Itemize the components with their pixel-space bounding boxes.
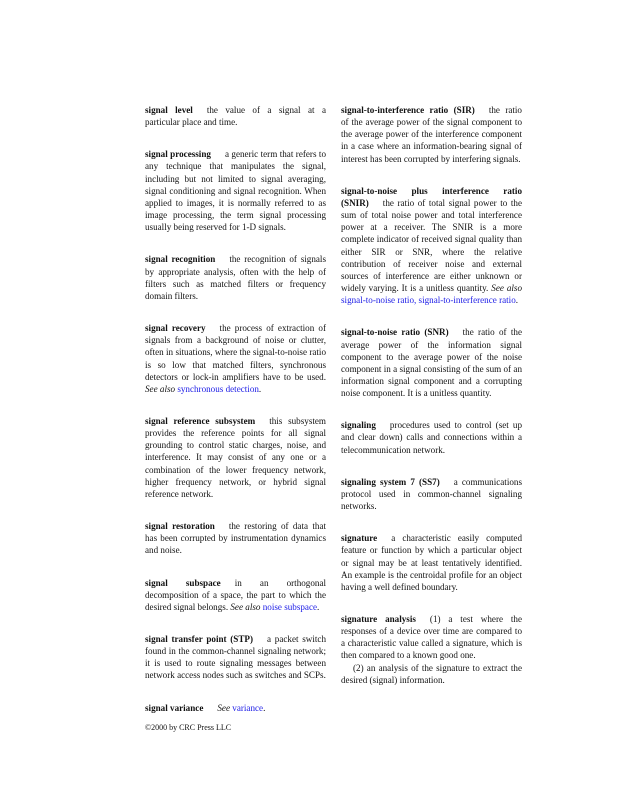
right-column bbox=[341, 104, 522, 706]
term: signal level bbox=[145, 105, 193, 115]
term: signaling system 7 (SS7) bbox=[341, 476, 440, 487]
definition: (1) a test where the responses of a device over time are compared to a characteristic value called a signature, which is then compared to a known good one. bbox=[341, 614, 522, 661]
definition: a communications protocol used in common-channel signaling networks. bbox=[341, 476, 522, 512]
punctuation: . bbox=[515, 295, 519, 306]
entry-signature-analysis bbox=[341, 613, 522, 686]
entry-snir bbox=[341, 185, 522, 307]
term: signal recovery bbox=[145, 323, 206, 334]
term: signature bbox=[341, 533, 378, 544]
definition: a characteristic easily computed feature or function by which a particular object or signal may be at least tentatively identified. An example is the centroidal profile for an object having a well defined boundary. bbox=[341, 533, 522, 592]
definition: this subsystem provides the reference points for all signal grounding to control static charges, noise, and interference. It may consist of any one or a combination of the lower frequency network, higher frequency network, or hybrid signal reference network. bbox=[145, 415, 326, 499]
definition: the value of a signal at a particular place and time. bbox=[145, 105, 326, 128]
definition: procedures used to control (set up and clear down) calls and connections within a telecommunication network. bbox=[341, 420, 522, 455]
entry-signal-reference-subsystem bbox=[145, 415, 326, 500]
definition: the process of extraction of signals from a background of noise or clutter, often in situations, where the signal-to-noise ratio is so low that matched filters, synchronous detectors or lock-in amplifiers have to be used. bbox=[145, 323, 326, 382]
copyright-footer: ©2000 by CRC Press LLC bbox=[145, 723, 232, 732]
term: signature analysis bbox=[341, 614, 416, 624]
entry-signal-recovery bbox=[145, 322, 326, 395]
entry-signal-recognition bbox=[145, 253, 326, 302]
definition: a generic term that refers to any technique that manipulates the signal, including but not limited to signal averaging, signal conditioning and signal recognition. When applied to images, it is normally referred to as image processing, the term signal processing usually being reserved for 1-D signals. bbox=[145, 149, 327, 233]
punctuation: . bbox=[317, 601, 320, 612]
entry-signal-subspace bbox=[145, 577, 326, 613]
cross-reference-link[interactable]: synchronous detection bbox=[177, 383, 259, 394]
term: signal-to-interference ratio (SIR) bbox=[341, 105, 475, 115]
see-also-label: See also bbox=[491, 283, 522, 294]
definition: the ratio of the average power of the information signal component to the average power of the noise component in a signal consisting of the sum of an information signal component and a corrupting noise component. It is a unitless quantity. bbox=[341, 327, 522, 399]
entry-signal-level bbox=[145, 104, 326, 128]
left-column bbox=[145, 104, 326, 734]
cross-reference-link[interactable]: signal-to-noise ratio, signal-to-interference ratio bbox=[341, 295, 516, 306]
entry-signaling bbox=[341, 419, 522, 455]
term: signal-to-noise plus interference ratio (SNIR) bbox=[341, 185, 522, 208]
definition: the restoring of data that has been corrupted by instrumentation dynamics and noise. bbox=[145, 521, 327, 556]
entry-signal-variance bbox=[145, 702, 326, 714]
term: signal subspace bbox=[145, 577, 221, 588]
punctuation: . bbox=[258, 383, 262, 394]
term: signaling bbox=[341, 420, 376, 431]
definition-part-2: (2) an analysis of the signature to extract the desired (signal) information. bbox=[341, 662, 522, 685]
definition: a packet switch found in the common-channel signaling network; it is used to route signaling messages between network access nodes such as switches and SCPs. bbox=[145, 634, 326, 681]
term: signal-to-noise ratio (SNR) bbox=[341, 327, 449, 338]
term: signal transfer point (STP) bbox=[145, 634, 254, 644]
entry-signal-restoration bbox=[145, 520, 326, 556]
definition: in an orthogonal decomposition of a space, the part to which the desired signal belongs. bbox=[145, 577, 327, 612]
definition: the recognition of signals by appropriate analysis, often with the help of filters such as matched filters or frequency domain filters. bbox=[145, 254, 326, 301]
entry-signature bbox=[341, 532, 522, 593]
definition: the ratio of the average power of the signal component to the average power of the interference component in a case where an information-bearing signal of interest has been corrupted by interfering signals. bbox=[341, 105, 522, 164]
cross-reference-link[interactable]: variance bbox=[232, 702, 264, 713]
entry-snr bbox=[341, 326, 522, 399]
see-also-label: See also bbox=[145, 383, 176, 394]
entry-signal-processing bbox=[145, 148, 326, 233]
entry-ss7 bbox=[341, 476, 522, 512]
term: signal restoration bbox=[145, 521, 215, 532]
entry-sir bbox=[341, 104, 522, 165]
cross-reference-link[interactable]: noise subspace bbox=[262, 601, 318, 612]
entry-signal-transfer-point bbox=[145, 633, 326, 682]
see-also-label: See also bbox=[230, 601, 261, 612]
term: signal recognition bbox=[145, 254, 216, 265]
term: signal processing bbox=[145, 149, 211, 160]
term: signal variance bbox=[145, 702, 204, 713]
definition: the ratio of total signal power to the sum of total noise power and total interference power at a receiver. The SNIR is a more complete indicator of received signal quality than either SIR or SNR, where the relative contribution of receiver noise and external sources of interference are either unknown or widely varying. It is a unitless quantity. bbox=[341, 197, 522, 294]
punctuation: . bbox=[263, 702, 266, 713]
see-label: See bbox=[217, 702, 230, 713]
term: signal reference subsystem bbox=[145, 415, 256, 426]
